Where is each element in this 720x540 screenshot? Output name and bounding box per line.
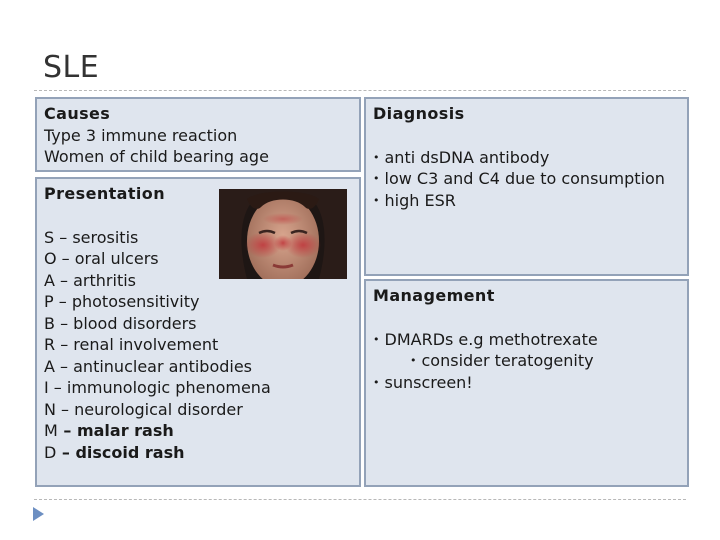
mnemonic-letter: I [44, 378, 49, 397]
presentation-item: I – immunologic phenomena [44, 378, 271, 397]
diagnosis-bullet: • anti dsDNA antibody [373, 147, 550, 167]
causes-line: Type 3 immune reaction [44, 125, 238, 145]
management-bullet: • consider teratogenity [410, 351, 594, 370]
face-with-malar-rash-photo-icon [219, 189, 347, 279]
mnemonic-letter: A [44, 270, 55, 290]
bullet-dot-icon: • [373, 172, 380, 185]
mnemonic-text: neurological disorder [74, 399, 243, 419]
presentation-item: R – renal involvement [44, 335, 219, 354]
causes-line: Women of child bearing age [44, 147, 269, 166]
presentation-item: B – blood disorders [44, 313, 197, 333]
management-bullet: • DMARDs e.g methotrexate [373, 329, 598, 349]
bullet-dot-icon: • [373, 332, 380, 346]
presentation-heading: Presentation [44, 184, 165, 203]
management-bullet: • sunscreen! [373, 372, 473, 392]
presentation-item: A – arthritis [44, 270, 136, 290]
diagnosis-heading: Diagnosis [373, 104, 465, 123]
mnemonic-text: antinuclear antibodies [73, 356, 253, 376]
bullet-dot-icon: • [410, 354, 417, 367]
presentation-item: P – photosensitivity [44, 292, 200, 311]
mnemonic-letter: D [44, 442, 57, 462]
mnemonic-text: blood disorders [73, 313, 197, 333]
mnemonic-text: malar rash [76, 421, 174, 440]
mnemonic-letter: S [44, 227, 55, 247]
mnemonic-letter: A [44, 356, 55, 376]
mnemonic-letter: B [44, 313, 55, 333]
mnemonic-text: oral ulcers [74, 249, 159, 268]
mnemonic-text: discoid rash [75, 442, 185, 462]
diagnosis-bullet: • high ESR [373, 190, 456, 210]
diagnosis-bullet: • low C3 and C4 due to consumption [373, 169, 665, 188]
top-divider [34, 90, 686, 91]
mnemonic-text: immunologic phenomena [66, 378, 271, 397]
presentation-item: O – oral ulcers [44, 249, 159, 268]
causes-heading: Causes [44, 104, 111, 123]
bullet-dot-icon: • [373, 193, 380, 207]
mnemonic-letter: N [44, 399, 56, 419]
mnemonic-letter: R [44, 335, 56, 354]
bullet-dot-icon: • [373, 150, 380, 164]
causes-box [35, 97, 361, 172]
mnemonic-text: serositis [72, 227, 139, 247]
slide-title: SLE [43, 50, 100, 85]
mnemonic-text: photosensitivity [71, 292, 200, 311]
management-box [364, 279, 689, 487]
management-heading: Management [373, 286, 495, 305]
diagnosis-box [364, 97, 689, 276]
bullet-dot-icon: • [373, 375, 380, 389]
bottom-divider [34, 499, 686, 500]
mnemonic-letter: M [44, 421, 58, 440]
mnemonic-letter: O [44, 249, 57, 268]
mnemonic-text: arthritis [73, 270, 136, 290]
play-arrow-icon[interactable] [33, 507, 44, 521]
malar-rash-photo [219, 189, 347, 279]
mnemonic-letter: P [44, 292, 54, 311]
presentation-item: A – antinuclear antibodies [44, 356, 253, 376]
mnemonic-text: renal involvement [73, 335, 219, 354]
presentation-item: N – neurological disorder [44, 399, 243, 419]
presentation-item: D – discoid rash [44, 442, 185, 462]
presentation-item: M – malar rash [44, 421, 174, 440]
presentation-item: S – serositis [44, 227, 139, 247]
